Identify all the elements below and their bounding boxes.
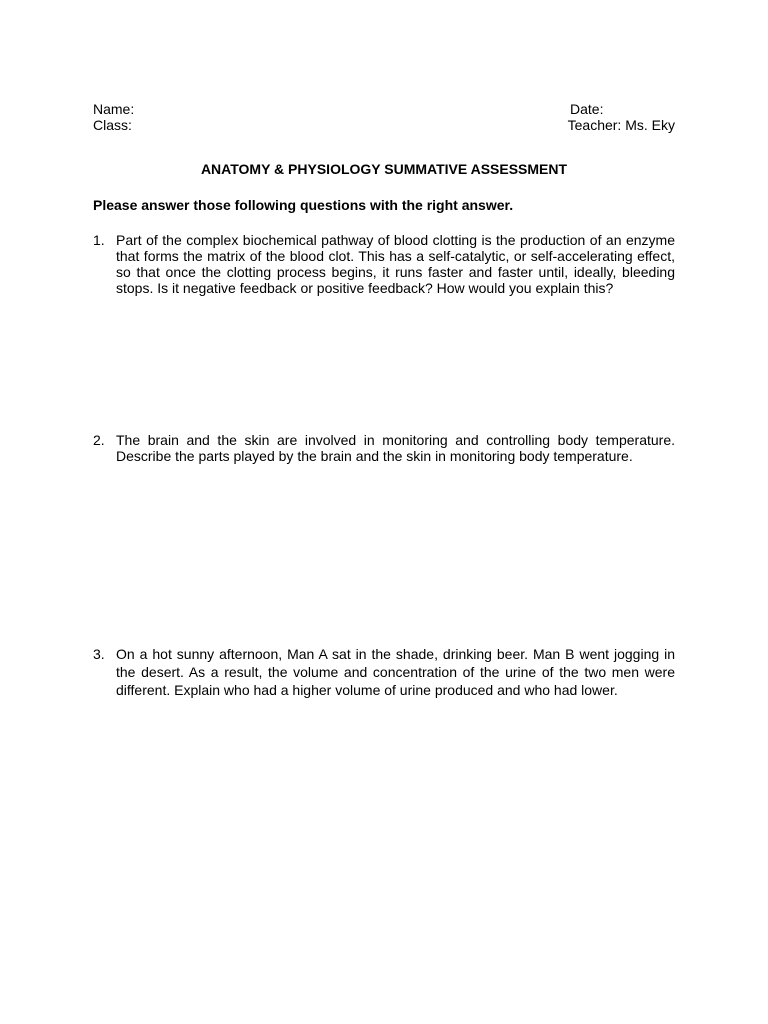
question-number: 2. <box>93 432 105 448</box>
date-label: Date: <box>570 101 604 117</box>
question-3 <box>93 645 675 699</box>
name-label: Name: <box>93 101 135 117</box>
page-title: ANATOMY & PHYSIOLOGY SUMMATIVE ASSESSMENT <box>200 161 568 177</box>
question-2 <box>93 432 675 464</box>
question-number: 1. <box>93 232 105 248</box>
instructions: Please answer those following questions with the right answer. <box>93 197 514 213</box>
teacher-label: Teacher: Ms. Eky <box>567 117 675 133</box>
question-1 <box>93 232 675 296</box>
question-text: On a hot sunny afternoon, Man A sat in the shade, drinking beer. Man B went jogging in the desert. As a result, the volume and concentration of the urine of the two men were different. Explain who had a higher volume of urine produced and who had lower. <box>116 646 675 698</box>
class-label: Class: <box>93 117 132 133</box>
question-text: Part of the complex biochemical pathway of blood clotting is the production of an enzyme that forms the matrix of the blood clot. This has a self-catalytic, or self-accelerating effect, so that once the clotting process begins, it runs faster and faster until, ideally, bleeding stops. Is it negative feedback or positive feedback? How would you explain this? <box>116 232 675 296</box>
question-text: The brain and the skin are involved in monitoring and controlling body temperature. Describe the parts played by the brain and the skin in monitoring body temperature. <box>116 432 675 464</box>
question-number: 3. <box>93 646 105 662</box>
